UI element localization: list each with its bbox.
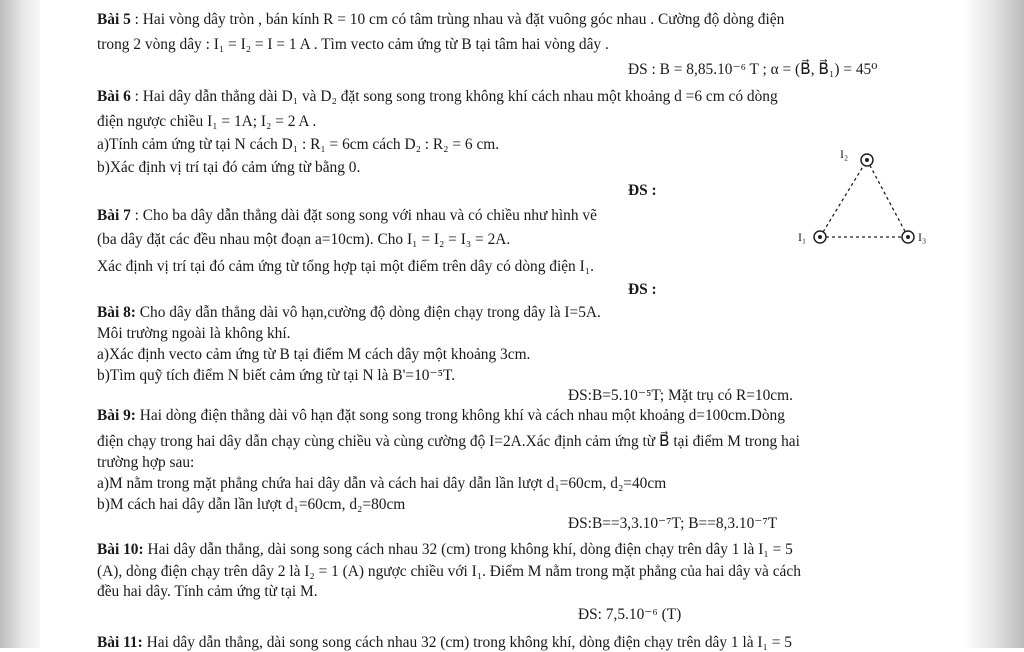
wire-i2-current-out-icon (861, 154, 873, 166)
bai8-line4: b)Tìm quỹ tích điểm N biết cảm ứng từ tại N là B'=10⁻⁵T. (97, 367, 456, 384)
bai10-heading: Bài 10: (97, 541, 144, 558)
bai9-answer: ĐS:B==3,3.10⁻⁷T; B==8,3.10⁻⁷T (568, 515, 778, 532)
bai9-heading: Bài 9: (97, 407, 136, 424)
three-wire-diagram (790, 140, 940, 250)
bai11-heading: Bài 11: (97, 634, 143, 651)
diagram-label-i3: I₃ (918, 230, 927, 244)
wire-i1-current-in-icon (814, 231, 826, 243)
bai6-answer: ĐS : (628, 182, 657, 199)
bai5-answer: ĐS : B = 8,85.10⁻⁶ T ; α = (B⃗, B⃗₁) = 45⁰ (628, 61, 878, 78)
diagram-label-i2: I₂ (840, 147, 849, 161)
bai6-line3: a)Tính cảm ứng từ tại N cách D₁ : R₁ = 6cm cách D₂ : R₂ = 6 cm. (97, 136, 500, 153)
bai7-line2: (ba dây đặt các đều nhau một đoạn a=10cm). Cho I₁ = I₂ = I₃ = 2A. (97, 231, 511, 248)
bai5-line2: trong 2 vòng dây : I₁ = I₂ = I = 1 A . Tìm vecto cảm ứng từ B tại tâm hai vòng dây . (97, 36, 609, 53)
right-page-shadow (964, 0, 1024, 648)
bai8-line3: a)Xác định vecto cảm ứng từ B tại điểm M cách dây một khoảng 3cm. (97, 346, 531, 363)
bai8-heading: Bài 8: (97, 304, 136, 321)
bai10-line1: Bài 10: Hai dây dẫn thẳng, dài song song cách nhau 32 (cm) trong không khí, dòng điện chạy trên dây 1 là I₁ = 5 (97, 541, 793, 558)
bai6-line1: Bài 6 : Hai dây dẫn thẳng dài D₁ và D₂ đặt song song trong không khí cách nhau một khoảng d =6 cm có dòng (97, 88, 778, 105)
bai10-line2: (A), dòng điện chạy trên dây 2 là I₂ = 1 (A) ngược chiều với I₁. Điểm M nằm trong mặt phẳng của hai dây và cách (97, 563, 801, 580)
diagram-side-right (867, 160, 908, 237)
bai6-line2: điện ngược chiều I₁ = 1A; I₂ = 2 A . (97, 113, 317, 130)
bai11-line1: Bài 11: Hai dây dẫn thẳng, dài song song cách nhau 32 (cm) trong không khí, dòng điện chạy trên dây 1 là I₁ = 5 (97, 634, 792, 651)
bai9-line1: Bài 9: Hai dòng điện thẳng dài vô hạn đặt song song trong không khí và cách nhau một khoảng d=100cm.Dòng (97, 407, 785, 424)
bai10-answer: ĐS: 7,5.10⁻⁶ (T) (578, 606, 682, 623)
bai9-line4: a)M nằm trong mặt phẳng chứa hai dây dẫn và cách hai dây dẫn lần lượt d₁=60cm, d₂=40cm (97, 475, 667, 492)
bai9-line5: b)M cách hai dây dẫn lần lượt d₁=60cm, d₂=80cm (97, 496, 406, 513)
left-page-shadow (0, 0, 40, 648)
bai7-line3: Xác định vị trí tại đó cảm ứng từ tổng hợp tại một điểm trên dây có dòng điện I₁. (97, 258, 594, 275)
diagram-side-left (820, 160, 867, 237)
wire-i3-current-out-icon (902, 231, 914, 243)
bai8-line2: Môi trường ngoài là không khí. (97, 325, 291, 342)
bai5-heading: Bài 5 (97, 11, 131, 28)
bai8-answer: ĐS:B=5.10⁻⁵T; Mặt trụ có R=10cm. (568, 387, 793, 404)
bai7-line1: Bài 7 : Cho ba dây dẫn thẳng dài đặt song song với nhau và có chiều như hình vẽ (97, 207, 597, 224)
bai10-line3: đều hai dây. Tính cảm ứng từ tại M. (97, 583, 318, 600)
bai9-line2: điện chạy trong hai dây dẫn chạy cùng chiều và cùng cường độ I=2A.Xác định cảm ứng từ B⃗ tại điểm M trong hai (97, 433, 800, 450)
bai6-heading: Bài 6 (97, 88, 131, 105)
bai8-line1: Bài 8: Cho dây dẫn thẳng dài vô hạn,cường độ dòng điện chạy trong dây là I=5A. (97, 304, 601, 321)
bai7-heading: Bài 7 (97, 207, 131, 224)
bai5-line1: Bài 5 : Hai vòng dây tròn , bán kính R = 10 cm có tâm trùng nhau và đặt vuông góc nhau . Cường độ dòng điện (97, 11, 785, 28)
bai9-line3: trường hợp sau: (97, 454, 195, 471)
bai6-line4: b)Xác định vị trí tại đó cảm ứng từ bằng 0. (97, 159, 361, 176)
bai7-answer: ĐS : (628, 281, 657, 298)
diagram-label-i1: I₁ (798, 230, 807, 244)
